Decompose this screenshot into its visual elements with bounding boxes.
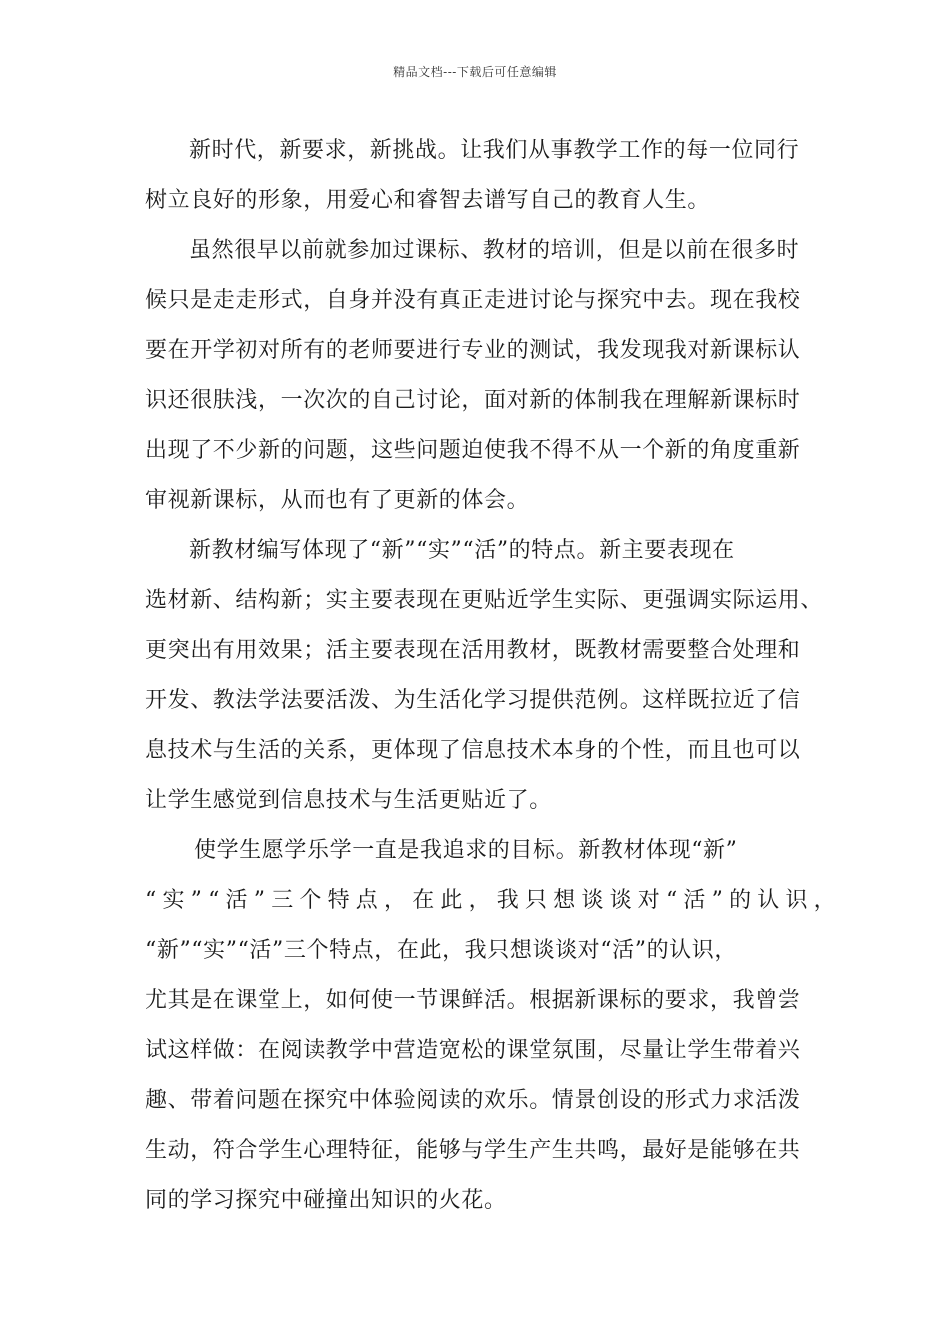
paragraph-3-line-3: 更突出有用效果；活主要表现在活用教材，既教材需要整合处理和 [145, 638, 801, 663]
paragraph-2-line-3: 要在开学初对所有的老师要进行专业的测试，我发现我对新课标认 [145, 338, 801, 363]
paragraph-4-line-6: 趣、带着问题在探究中体验阅读的欢乐。情景创设的形式力求活泼 [145, 1088, 801, 1113]
paragraph-2-line-5: 出现了不少新的问题，这些问题迫使我不得不从一个新的角度重新 [145, 438, 801, 463]
paragraph-2-line-2: 候只是走走形式，自身并没有真正走进讨论与探究中去。现在我校 [145, 288, 801, 313]
paragraph-4-line-8: 同的学习探究中碰撞出知识的火花。 [145, 1188, 507, 1213]
paragraph-4-line-7: 生动，符合学生心理特征，能够与学生产生共鸣，最好是能够在共 [145, 1138, 801, 1163]
paragraph-1-line-1: 新时代，新要求，新挑战。让我们从事教学工作的每一位同行 [189, 138, 800, 163]
paragraph-3-line-4: 开发、教法学法要活泼、为生活化学习提供范例。这样既拉近了信 [145, 688, 801, 713]
paragraph-4-line-1: 使学生愿学乐学一直是我追求的目标。新教材体现“新” [194, 838, 738, 863]
paragraph-3-line-1: 新教材编写体现了“新”“实”“活”的特点。新主要表现在 [189, 538, 735, 563]
paragraph-2-line-6: 审视新课标，从而也有了更新的体会。 [145, 488, 530, 513]
paragraph-1-line-2: 树立良好的形象，用爱心和睿智去谱写自己的教育人生。 [145, 188, 711, 213]
page-header: 精品文档---下载后可任意编辑 [393, 65, 557, 79]
paragraph-3-line-5: 息技术与生活的关系，更体现了信息技术本身的个性，而且也可以 [145, 738, 801, 763]
document-body [145, 126, 842, 1226]
paragraph-2-line-4: 识还很肤浅，一次次的自己讨论，面对新的体制我在理解新课标时 [145, 388, 801, 413]
paragraph-4-line-5: 试这样做：在阅读教学中营造宽松的课堂氛围，尽量让学生带着兴 [145, 1038, 801, 1063]
paragraph-3-line-2: 选材新、结构新；实主要表现在更贴近学生实际、更强调实际运用、 [145, 588, 824, 613]
paragraph-3-line-6: 让学生感觉到信息技术与生活更贴近了。 [145, 788, 552, 813]
paragraph-4-line-2: “实”“活”三个特点，在此，我只想谈谈对“活”的认识， [145, 888, 842, 913]
paragraph-2-line-1: 虽然很早以前就参加过课标、教材的培训，但是以前在很多时 [189, 238, 800, 263]
paragraph-4-line-3: “新”“实”“活”三个特点，在此，我只想谈谈对“活”的认识， [145, 938, 737, 963]
paragraph-4-line-4: 尤其是在课堂上，如何使一节课鲜活。根据新课标的要求，我曾尝 [145, 988, 801, 1013]
